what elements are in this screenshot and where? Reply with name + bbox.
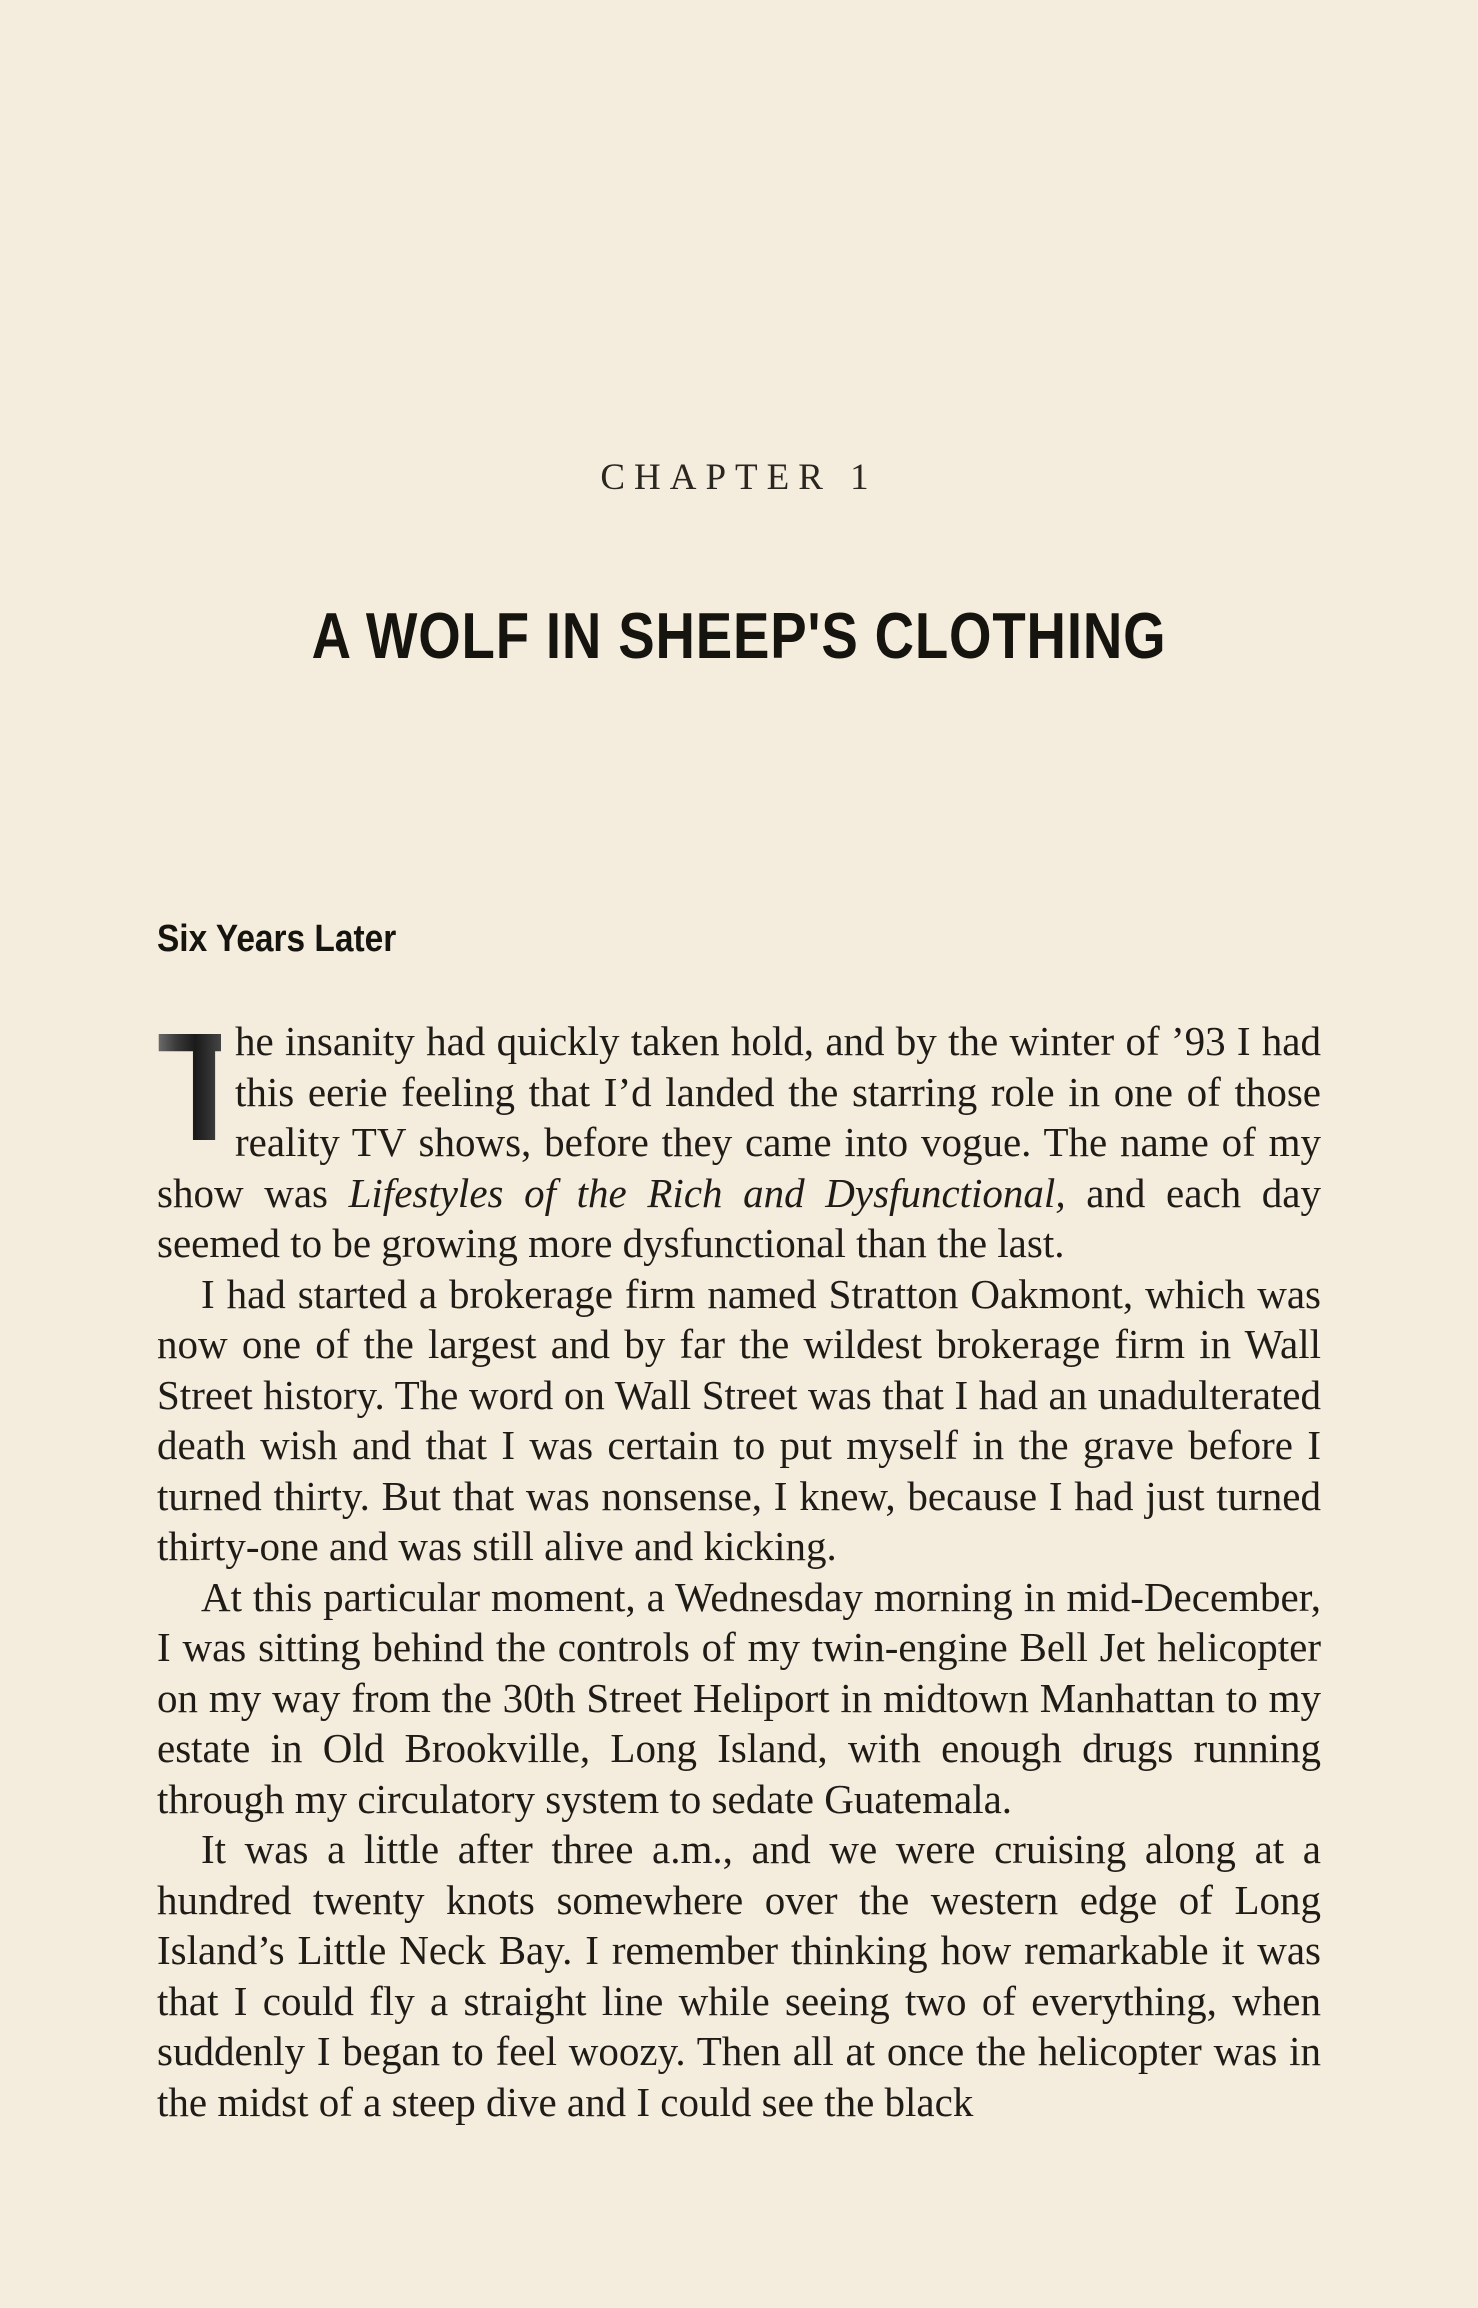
paragraph-1-tail: and each day seemed to be growing more dysfunctional than the last. bbox=[157, 1169, 1321, 1266]
paragraph-2: I had started a brokerage firm named Stratton Oakmont, which was now one of the largest and by far the wildest brokerage firm in Wall Street history. The word on Wall Street was that I had an unadulterated death wish and that I was certain to put myself in the grave before I turned thirty. But that was nonsense, I knew, because I had just turned thirty-one and was still alive and kicking. bbox=[157, 1270, 1321, 1569]
paragraph-1-lead: he insanity had quickly taken hold, and by the winter of ’93 I had this eerie feeling that I’d landed the starring role in one of those reality TV shows, before they came into vogue. The name of my show was bbox=[157, 1018, 1321, 1216]
paragraph-4: It was a little after three a.m., and we were cruising along at a hundred twenty knots somewhere over the western edge of Long Island’s Little Neck Bay. I remember thinking how remarkable it was that I could fly a straight line while seeing two of everything, when suddenly I began to feel woozy. Then all at once the helicopter was in the midst of a steep dive and I could see the black bbox=[157, 1826, 1321, 2125]
chapter-label: CHAPTER 1 bbox=[600, 457, 878, 498]
chapter-title: A WOLF IN SHEEP'S CLOTHING bbox=[311, 599, 1167, 672]
show-title: Lifestyles of the Rich and Dysfunctional, bbox=[348, 1169, 1066, 1216]
drop-cap: T bbox=[157, 1001, 252, 1173]
section-heading: Six Years Later bbox=[157, 918, 397, 960]
paragraph-1 bbox=[157, 1001, 1321, 1269]
paragraph-3: At this particular moment, a Wednesday morning in mid-December, I was sitting behind the controls of my twin-engine Bell Jet helicopter on my way from the 30th Street Heliport in midtown Manhattan to my estate in Old Brookville, Long Island, with enough drugs running through my circulatory system to sedate Guatemala. bbox=[157, 1573, 1321, 1822]
body-text bbox=[157, 1001, 1321, 2127]
